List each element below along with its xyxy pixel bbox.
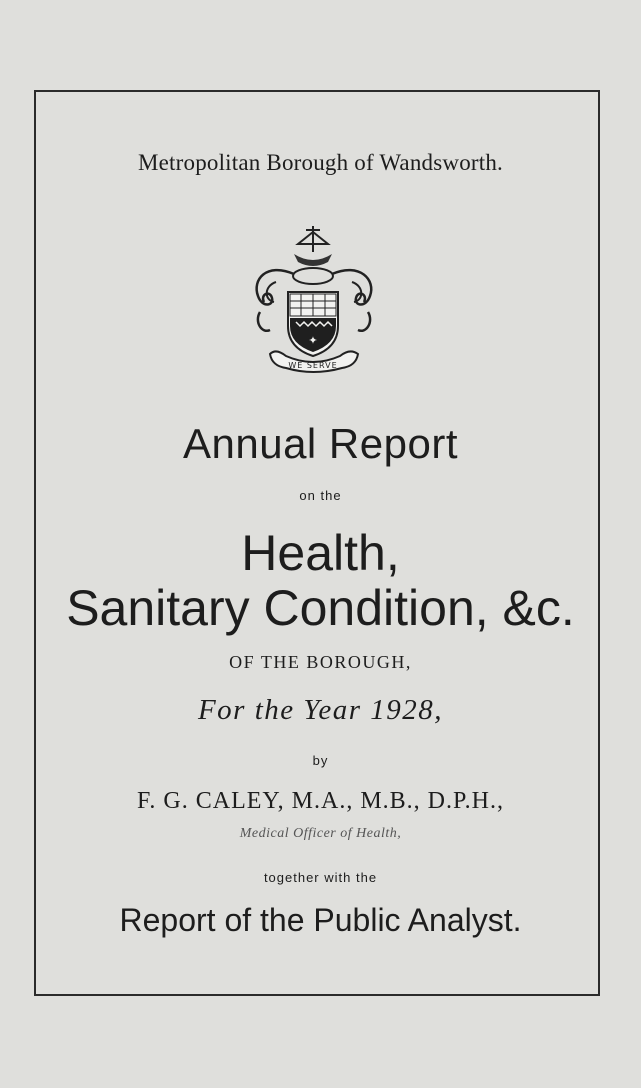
svg-text:✦: ✦ xyxy=(308,334,318,347)
report-subject-line-1: Health, xyxy=(241,525,400,581)
author-name: F. G. CALEY, M.A., M.B., D.P.H., xyxy=(136,788,505,814)
appendix-title: Report of the Public Analyst. xyxy=(119,902,522,938)
crest-motto: WE SERVE xyxy=(288,361,338,370)
report-title: Annual Report xyxy=(182,420,458,467)
organisation-heading: Metropolitan Borough of Wandsworth. xyxy=(137,150,504,175)
author-role: Medical Officer of Health, xyxy=(239,826,402,841)
report-subject-line-2: Sanitary Condition, &c. xyxy=(66,580,575,636)
appendix-connector: together with the xyxy=(263,870,378,885)
report-period: For the Year 1928, xyxy=(197,694,444,726)
author-connector: by xyxy=(312,753,329,768)
report-scope: OF THE BOROUGH, xyxy=(229,652,412,672)
coat-of-arms-emblem xyxy=(246,222,382,374)
title-connector: on the xyxy=(299,488,342,503)
